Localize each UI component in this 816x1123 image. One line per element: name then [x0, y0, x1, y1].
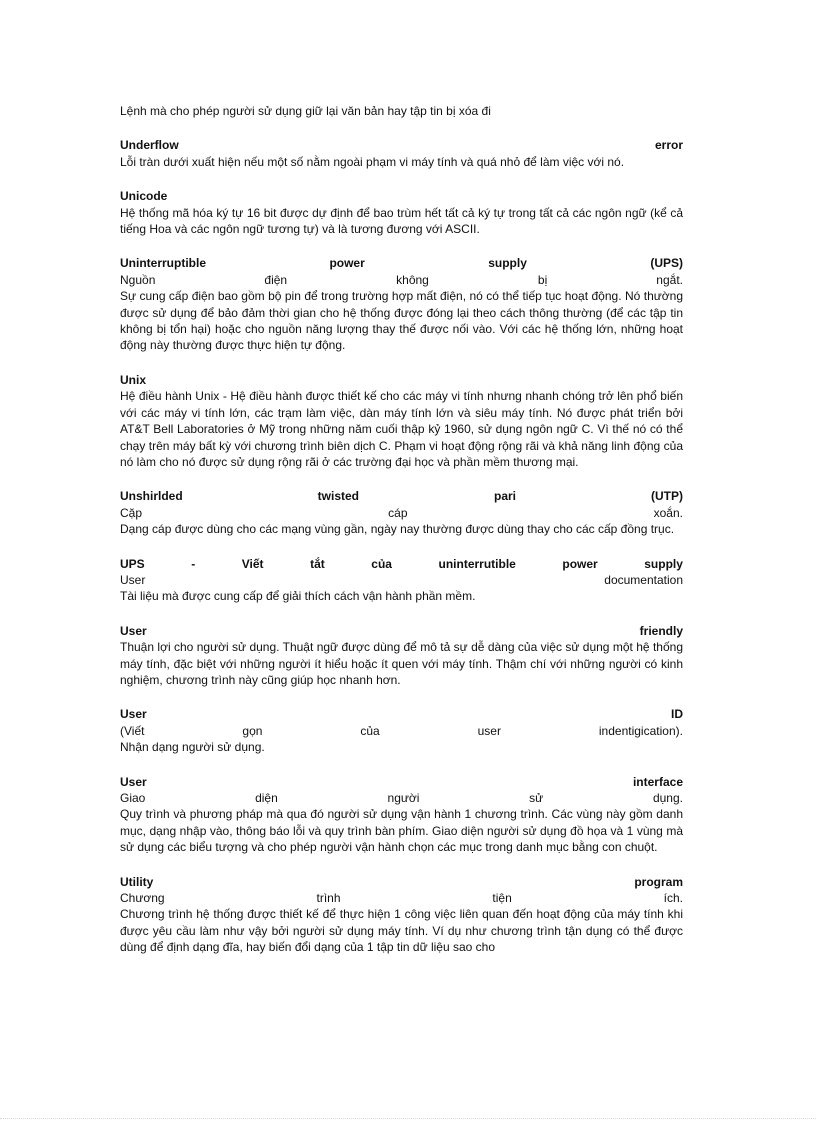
- entry-term: [120, 137, 683, 153]
- entry-definition: Hệ điều hành Unix - Hệ điều hành được thiết kế cho các máy vi tính nhưng nhanh chóng trở lên phổ biến với các máy vi tính lớn, các trạm làm việc, dàn máy tính lớn và siêu máy tính. Nó được phát triển bởi AT&T Bell Laboratories ở Mỹ trong những năm cuối thập kỷ 1960, sử dụng ngôn ngữ C. Vì thế nó có thể chạy trên máy bất kỳ với chương trình biên dịch C. Phạm vi hoạt động rộng rãi và khả năng linh động của nó làm cho nó được sử dụng rộng rãi ở các trường đại học và phần mềm thương mại.: [120, 389, 683, 469]
- term-word: Uninterruptible: [120, 256, 206, 271]
- term-word: ID: [671, 707, 683, 722]
- term-word: pari: [493, 489, 516, 504]
- entry-spacer: [120, 470, 683, 488]
- translation-word: bị: [537, 272, 548, 287]
- glossary-entry: [120, 372, 683, 470]
- translation-word: cáp: [388, 505, 408, 520]
- translation-word: không: [396, 272, 429, 287]
- entry-spacer: [120, 237, 683, 255]
- glossary-entry: [120, 774, 683, 856]
- term-word: User: [120, 707, 147, 722]
- translation-word: (Viết: [120, 723, 145, 738]
- entry-translation: [120, 272, 683, 288]
- term-word: supply: [644, 556, 683, 571]
- glossary-entry: [120, 488, 683, 537]
- entry-term: [120, 706, 683, 722]
- term-word: Utility: [120, 874, 154, 889]
- entry-term: [120, 874, 683, 890]
- translation-word: sử: [529, 791, 544, 805]
- translation-word: Giao: [120, 791, 146, 805]
- entry-spacer: [120, 856, 683, 874]
- term-word: supply: [488, 256, 527, 271]
- glossary-entry: [120, 556, 683, 605]
- translation-word: Chương: [120, 891, 165, 906]
- glossary-entry: [120, 706, 683, 755]
- entry-spacer: [120, 605, 683, 623]
- glossary-entry: [120, 188, 683, 237]
- term-word: UPS: [120, 556, 145, 571]
- entry-translation: [120, 790, 683, 806]
- entry-term: [120, 188, 683, 204]
- entry-translation: [120, 890, 683, 906]
- entry-translation: [120, 505, 683, 521]
- translation-word: user: [477, 723, 501, 738]
- term-word: friendly: [639, 623, 683, 638]
- intro-line: Lệnh mà cho phép người sử dụng giữ lại văn bản hay tập tin bị xóa đi: [120, 104, 491, 118]
- entry-definition: Tài liệu mà được cung cấp để giải thích cách vận hành phần mềm.: [120, 589, 476, 604]
- term-word: twisted: [317, 489, 359, 504]
- translation-word: gọn: [242, 723, 263, 738]
- entry-definition: Nhận dạng người sử dụng.: [120, 740, 265, 755]
- entry-spacer: [120, 170, 683, 188]
- entry-definition: Quy trình và phương pháp mà qua đó người sử dụng vận hành 1 chương trình. Các vùng này gồm danh mục, dạng nhập vào, thông báo lỗi và quy trình bàn phím. Giao diện người sử dụng đồ họa và 1 vùng mà sử dụng các biểu tượng và cho phép người vận hành chọn các mục trong danh mục bằng con chuột.: [120, 807, 683, 855]
- term-word: Unix: [120, 372, 147, 387]
- entry-term: [120, 255, 683, 271]
- term-word: Underflow: [120, 138, 179, 153]
- entry-term: [120, 372, 683, 388]
- document-page: [120, 103, 683, 956]
- glossary-entry: [120, 623, 683, 689]
- translation-word: điện: [264, 272, 288, 287]
- translation-word: trình: [316, 891, 341, 906]
- term-word: User: [120, 774, 147, 789]
- term-word: của: [371, 556, 392, 571]
- entry-term: [120, 774, 683, 790]
- entry-definition: Thuận lợi cho người sử dụng. Thuật ngữ được dùng để mô tả sự dễ dàng của việc sử dụng một hệ thống máy tính, đặc biệt với những người ít hiểu hoặc ít quen với máy tính. Thậm chí với những người có kinh nghiệm, chương trình này cũng giúp học nhanh hơn.: [120, 640, 683, 687]
- translation-word: User: [120, 572, 146, 587]
- entry-definition: Sự cung cấp điện bao gồm bộ pin để trong trường hợp mất điện, nó có thể tiếp tục hoạt động. Nó thường được sử dụng để bảo đảm thời gian cho hệ thống được đóng lại theo cách thông thường (để các tập tin không bị tổn hại) hoặc cho nguồn năng lượng thay thế được nối vào. Với các hệ thống lớn, những hoạt động này thường được thực hiện tự động.: [120, 289, 683, 353]
- term-word: (UTP): [650, 489, 683, 504]
- translation-word: tiện: [492, 891, 512, 906]
- entry-spacer: [120, 538, 683, 556]
- entry-translation: [120, 723, 683, 739]
- entry-spacer: [120, 119, 683, 137]
- entry-definition: Dạng cáp được dùng cho các mạng vùng gần, ngày nay thường được dùng thay cho các cấp đồng trục.: [120, 522, 675, 537]
- translation-word: Nguồn: [120, 272, 156, 287]
- term-word: Viết: [241, 556, 264, 571]
- entry-translation: [120, 572, 683, 588]
- term-word: -: [191, 556, 196, 571]
- term-word: error: [654, 138, 683, 153]
- term-word: power: [562, 556, 598, 571]
- term-word: tắt: [310, 556, 325, 571]
- translation-word: của: [360, 723, 380, 738]
- entry-definition: Lỗi tràn dưới xuất hiện nếu một số nằm ngoài phạm vi máy tính và quá nhỏ để làm việc với nó.: [120, 154, 625, 169]
- entry-definition: Chương trình hệ thống được thiết kế để thực hiện 1 công việc liên quan đến hoạt động của máy tính khi được yêu cầu làm như vậy bởi người sử dụng máy tính. Ví dụ như chương trình tận dụng có thể được dùng để định dạng đĩa, hay biến đổi dạng của 1 tập tin dữ liệu sao cho: [120, 907, 683, 955]
- translation-word: ích.: [663, 891, 683, 906]
- term-word: power: [329, 256, 365, 271]
- translation-word: dụng.: [652, 791, 683, 805]
- term-word: User: [120, 623, 147, 638]
- translation-word: xoắn.: [653, 505, 683, 520]
- glossary-entry: [120, 874, 683, 956]
- entry-term: [120, 623, 683, 639]
- term-word: uninterrutible: [438, 556, 516, 571]
- entry-term: [120, 556, 683, 572]
- term-word: Unicode: [120, 189, 168, 204]
- entry-term: [120, 488, 683, 504]
- translation-word: diện: [255, 791, 278, 805]
- translation-word: người: [387, 791, 420, 805]
- page-bottom-divider: [0, 1118, 816, 1119]
- translation-word: indentigication).: [598, 723, 683, 738]
- glossary-entry: [120, 255, 683, 353]
- translation-word: documentation: [604, 572, 683, 587]
- entry-definition: Hệ thống mã hóa ký tự 16 bit được dự định để bao trùm hết tất cả ký tự trong tất cả các ngôn ngữ (kể cả tiếng Hoa và các ngôn ngữ tương tự) và là tương đương với ASCII.: [120, 205, 683, 237]
- entry-spacer: [120, 354, 683, 372]
- entry-spacer: [120, 756, 683, 774]
- term-word: interface: [632, 774, 683, 789]
- translation-word: ngắt.: [656, 272, 683, 287]
- glossary-entries: [120, 119, 683, 955]
- translation-word: Cặp: [120, 505, 143, 520]
- glossary-entry: [120, 137, 683, 170]
- term-word: Unshirlded: [120, 489, 183, 504]
- term-word: program: [634, 874, 683, 889]
- entry-spacer: [120, 688, 683, 706]
- term-word: (UPS): [650, 256, 683, 271]
